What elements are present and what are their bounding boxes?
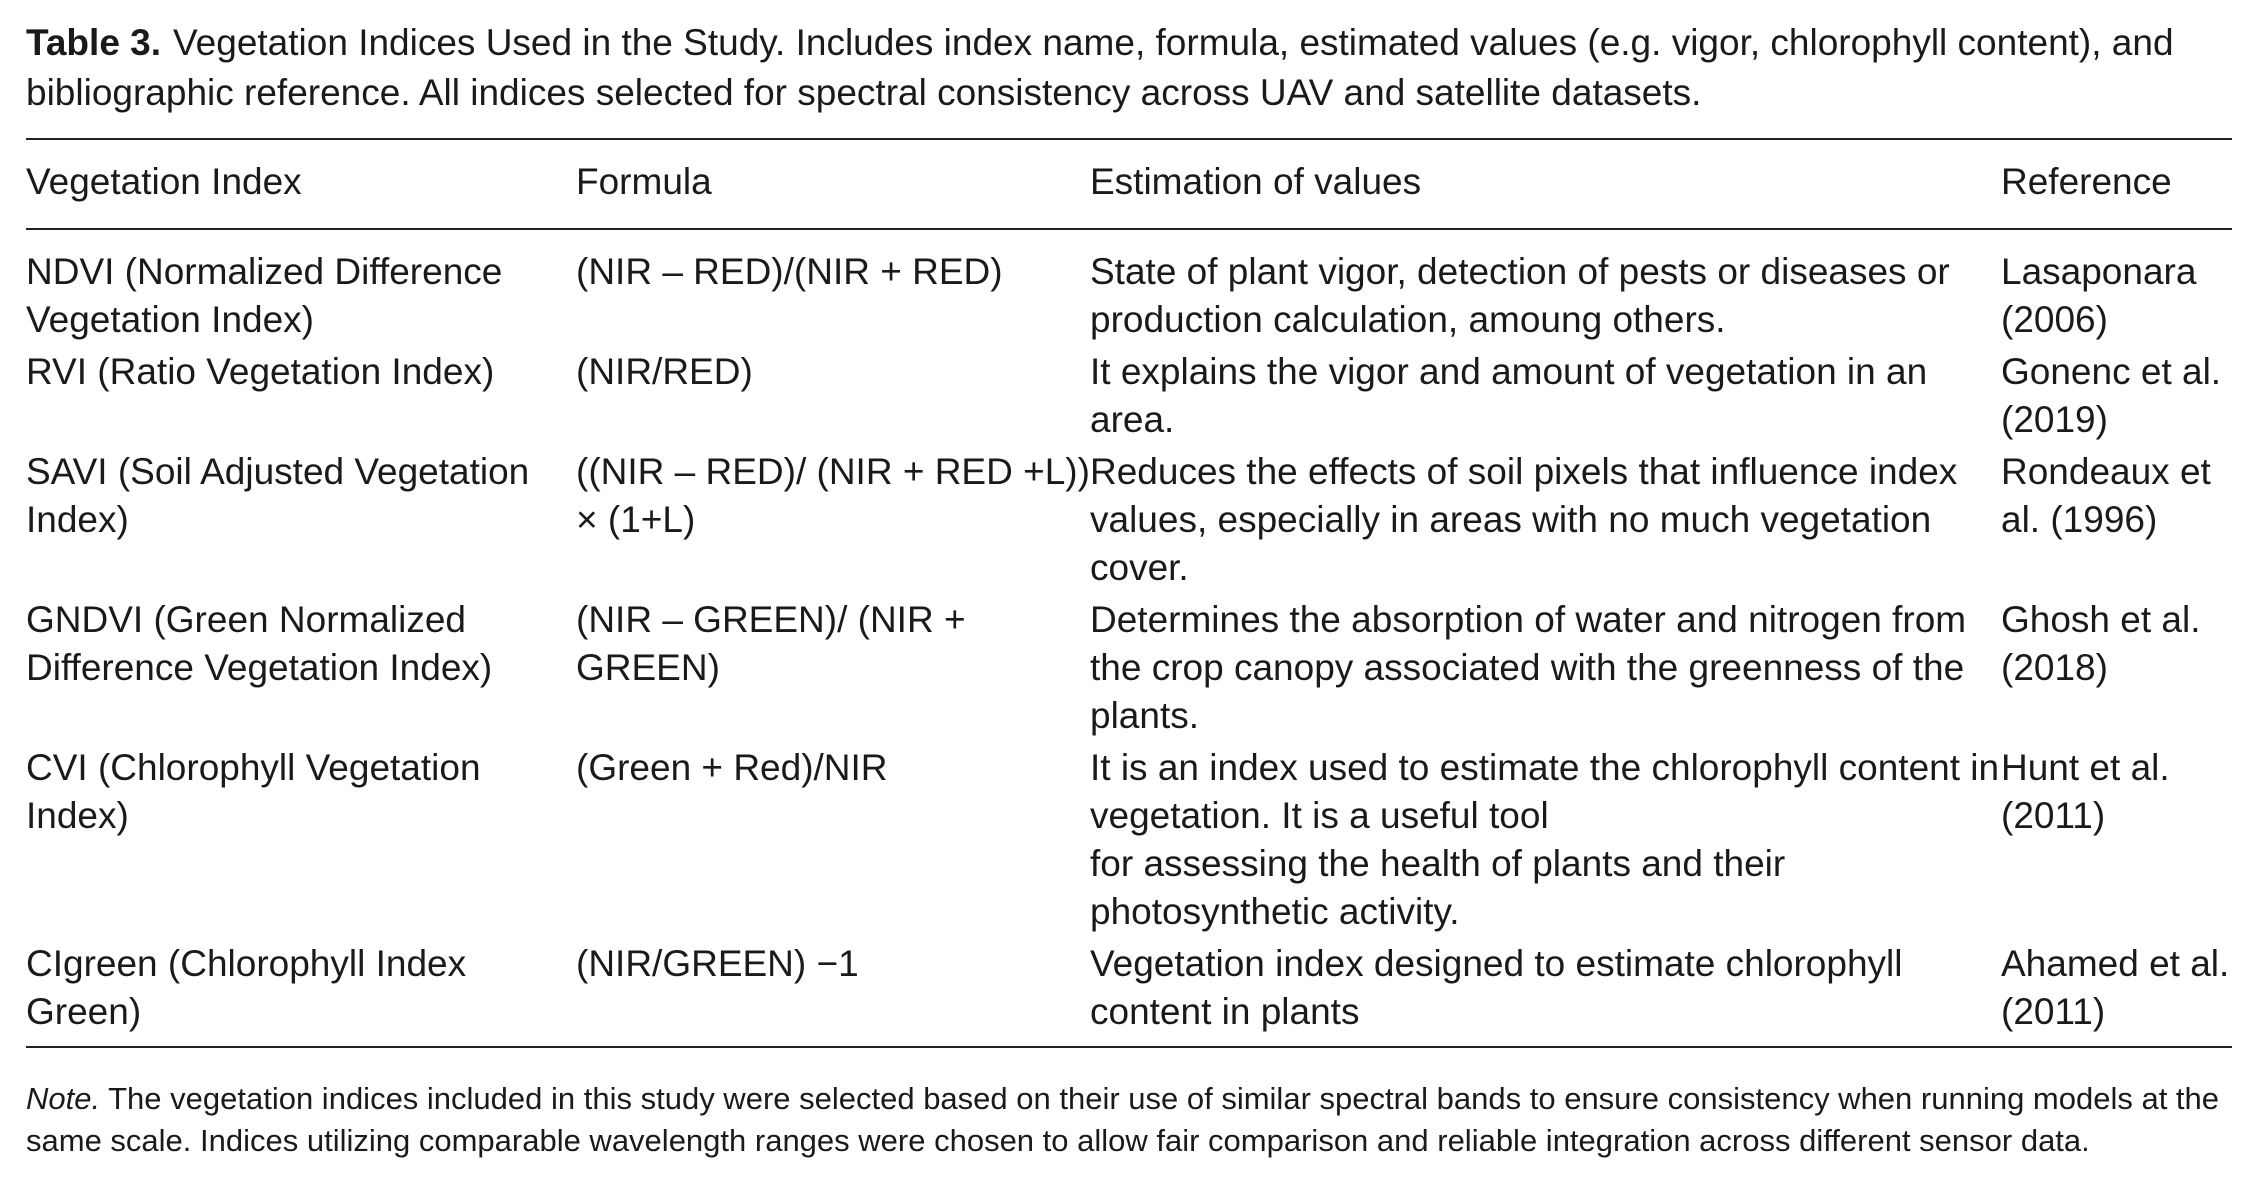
table-page [26, 10, 2232, 1162]
header-formula: Formula [576, 139, 1090, 229]
table-row [26, 229, 2232, 344]
header-reference: Reference [2001, 139, 2232, 229]
cell-formula: (NIR/GREEN) −1 [576, 936, 1090, 1047]
table-header-row [26, 139, 2232, 229]
cell-reference: Hunt et al. (2011) [2001, 747, 2170, 836]
cell-estimation: Vegetation index designed to estimate chlorophyll content in plants [1090, 936, 2001, 1047]
cell-formula: ((NIR – RED)/ (NIR + RED +L)) × (1+L) [576, 451, 1090, 540]
header-estimation: Estimation of values [1090, 139, 2001, 229]
cell-reference: Ahamed et al. (2011) [2001, 936, 2232, 1047]
cell-reference: Ghosh et al. (2018) [2001, 599, 2201, 688]
cell-estimation: Reduces the effects of soil pixels that influence index values, especially in areas with no much vegetation cover. [1090, 451, 1958, 588]
table-caption-text: Vegetation Indices Used in the Study. Includes index name, formula, estimated values (e.g. vigor, chlorophyll content), and bibliographic reference. All indices selected for spectral consistency across UAV and satellite datasets. [26, 22, 2174, 113]
table-note [26, 1078, 2232, 1162]
table-caption [26, 10, 2232, 118]
cell-reference: Lasaponara (2006) [2001, 251, 2197, 340]
table-caption-label: Table 3. [26, 22, 162, 63]
table-row [26, 936, 2232, 1047]
table-row [26, 444, 2232, 592]
cell-estimation: State of plant vigor, detection of pests or diseases or production calculation, amoung others. [1090, 251, 1950, 340]
cell-estimation: Determines the absorption of water and nitrogen from the crop canopy associated with the greenness of the plants. [1090, 599, 1967, 736]
cell-formula: (NIR – RED)/(NIR + RED) [576, 251, 1003, 292]
cell-formula: (NIR – GREEN)/ (NIR + GREEN) [576, 599, 966, 688]
cell-index: SAVI (Soil Adjusted Vegetation Index) [26, 451, 530, 540]
header-vegetation-index: Vegetation Index [26, 139, 576, 229]
cell-index: RVI (Ratio Vegetation Index) [26, 351, 495, 392]
vegetation-indices-table [26, 138, 2232, 1048]
table-row [26, 592, 2232, 740]
table-row [26, 344, 2232, 444]
cell-estimation: It explains the vigor and amount of vegetation in an area. [1090, 351, 1928, 440]
cell-index: CIgreen (Chlorophyll Index Green) [26, 936, 576, 1047]
cell-index: CVI (Chlorophyll Vegetation Index) [26, 747, 481, 836]
table-note-label: Note. [26, 1081, 101, 1116]
table-row [26, 740, 2232, 936]
cell-reference: Gonenc et al. (2019) [2001, 351, 2222, 440]
cell-index: NDVI (Normalized Difference Vegetation Index) [26, 251, 503, 340]
cell-reference: Rondeaux et al. (1996) [2001, 451, 2211, 540]
cell-formula: (Green + Red)/NIR [576, 747, 888, 788]
cell-index: GNDVI (Green Normalized Difference Vegetation Index) [26, 599, 493, 688]
table-note-text: The vegetation indices included in this study were selected based on their use of similar spectral bands to ensure consistency when running models at the same scale. Indices utilizing comparable wavelength ranges were chosen to allow fair comparison and reliable integration across different sensor data. [26, 1081, 2220, 1158]
cell-estimation: It is an index used to estimate the chlorophyll content in vegetation. It is a useful tool for assessing the health of plants and their photosynthetic activity. [1090, 747, 2000, 932]
cell-formula: (NIR/RED) [576, 351, 753, 392]
